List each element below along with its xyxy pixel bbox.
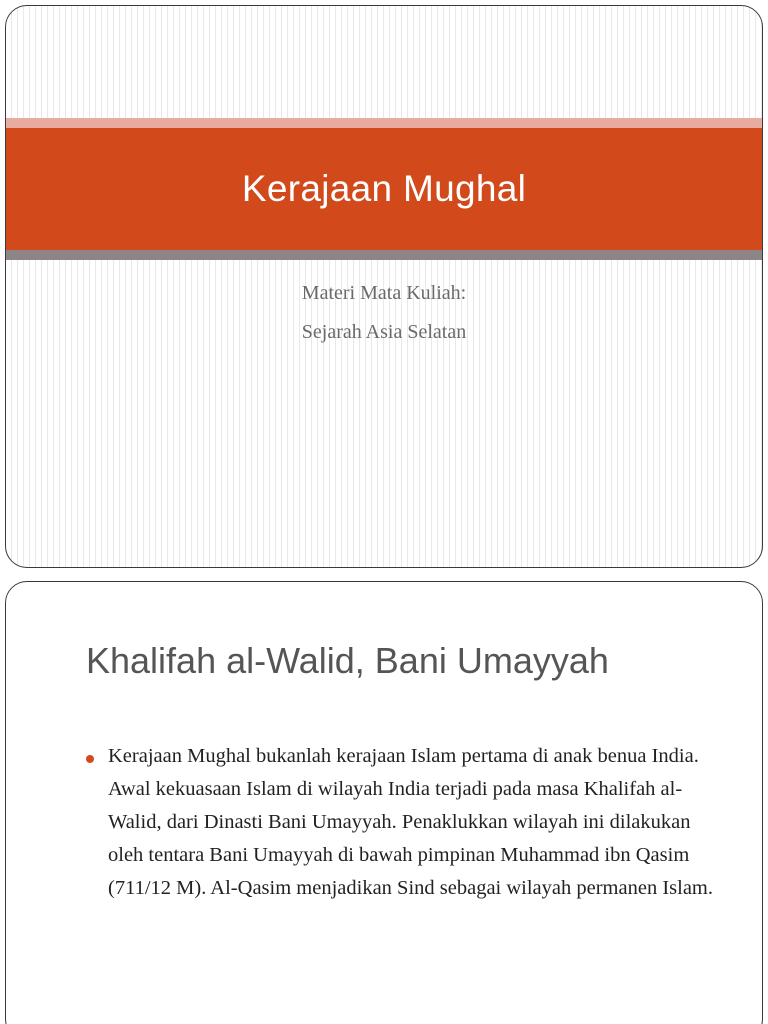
slide-title: Kerajaan Mughal (241, 168, 527, 209)
subtitle-line-1: Materi Mata Kuliah: (301, 282, 467, 304)
title-band (6, 118, 762, 264)
slide-subtitle (6, 274, 762, 352)
title-band-bottom-stripe (6, 250, 762, 260)
bullet-list (86, 740, 726, 905)
subtitle-line-2: Sejarah Asia Selatan (301, 321, 467, 343)
content-slide-title: Khalifah al-Walid, Bani Umayyah (86, 640, 609, 681)
title-band-top-stripe (6, 118, 762, 128)
bullet-dot-icon (86, 755, 94, 763)
title-slide (5, 5, 763, 568)
bullet-text: Kerajaan Mughal bukanlah kerajaan Islam pertama di anak benua India. Awal kekuasaan Islam di wilayah India terjadi pada masa Khalifah al-Walid, dari Dinasti Bani Umayyah. Penaklukkan wilayah ini dilakukan oleh tentara Bani Umayyah di bawah pimpinan Muhammad ibn Qasim (711/12 M). Al-Qasim menjadikan Sind sebagai wilayah permanen Islam. (108, 745, 713, 899)
bullet-item (86, 740, 726, 905)
content-slide (5, 581, 763, 1024)
